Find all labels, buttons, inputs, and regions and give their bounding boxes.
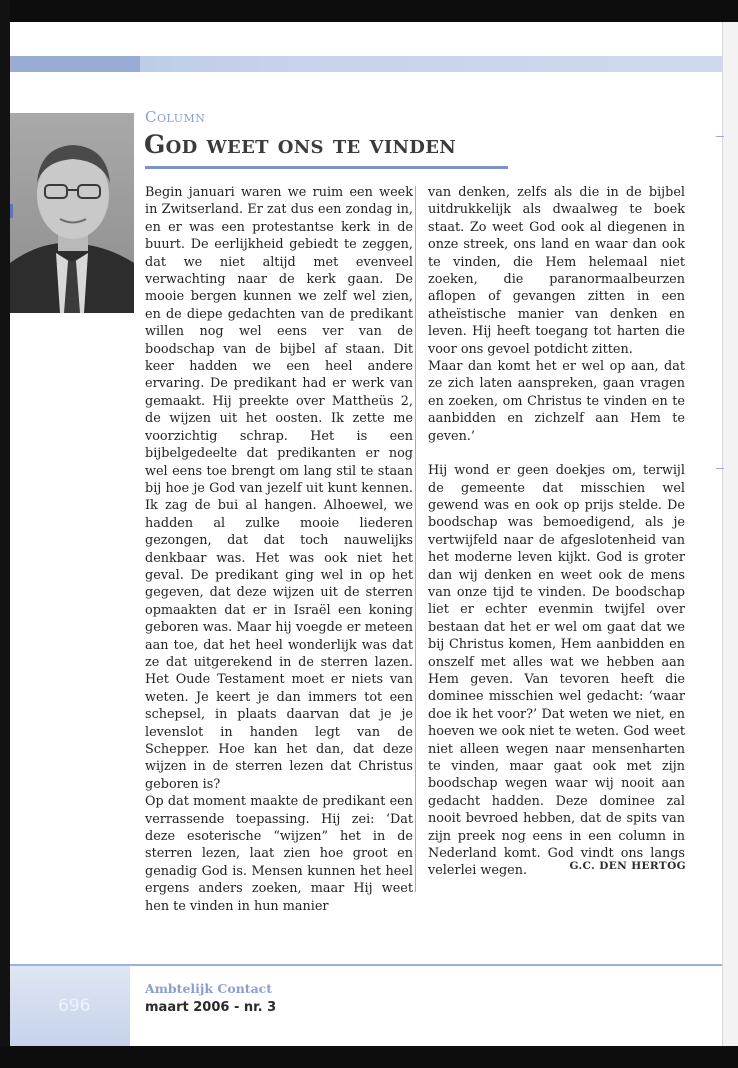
paragraph: Begin januari waren we ruim een week in Zwitserland. Er zat dus een zondag in, en er was een protestantse kerk in de buurt. De eerlijkheid gebiedt te zeggen, dat we niet altijd met evenveel verwachting naar de kerk gaan. De mooie bergen kunnen we zelf wel zien, en de diepe gedachten van de predikant willen nog wel eens ver van de boodschap van de bijbel af staan. Dit keer hadden we een heel andere ervaring. De predikant had er werk van gemaakt. Hij preekte over Mattheüs 2, de wijzen uit het oosten. Ik zette me voorzichtig schrap. Het is een bijbelgedeelte dat predikanten er nog wel eens toe brengt om lang stil te staan bij hoe je God van jezelf uit kunt kennen. Ik zag de bui al hangen. Alhoewel, we hadden al zulke mooie liederen gezongen, dat dat toch nauwelijks denkbaar was. Het was ook niet het geval. De predikant ging wel in op het gegeven, dat deze wijzen uit de sterren opmaakten dat er in Israël een koning geboren was. Maar hij voegde er meteen aan toe, dat het heel wonderlijk was dat ze dat uitgerekend in de sterren lazen. Het Oude Testament moet er niets van weten. Je keert je dan immers tot een schepsel, in plaats daarvan dat je je levenslot in handen legt van de Schepper. Hoe kan het dan, dat deze wijzen in de sterren lezen dat Christus geboren is? bbox=[145, 185, 413, 792]
page-number: 696 bbox=[58, 996, 91, 1016]
column-kicker: Column bbox=[145, 108, 206, 126]
page-right-margin bbox=[722, 22, 738, 1046]
paragraph: van denken, zelfs als die in de bijbel uitdrukkelijk als dwaalweg te boek staat. Zo weet God ook al diegenen in onze streek, ons land en waar dan ook te vinden, die Hem helemaal niet zoeken, die paranormaalbeurzen aflopen of gevangen zitten in een atheïstische manier van denken en leven. Hij heeft toegang tot harten die voor ons gevoel potdicht zitten. bbox=[428, 185, 685, 357]
margin-tick bbox=[716, 136, 724, 137]
paragraph: Maar dan komt het er wel op aan, dat ze zich laten aanspreken, gaan vragen en zoeken, om Christus te vinden en te aanbidden en zichzelf aan Hem te geven.’ bbox=[428, 359, 685, 444]
column-divider bbox=[415, 186, 416, 892]
header-band-accent bbox=[10, 56, 140, 72]
article-title: God weet ons te vinden bbox=[144, 130, 456, 159]
scan-border-bottom bbox=[0, 1046, 738, 1068]
paragraph-spacer bbox=[428, 445, 685, 462]
journal-title: Ambtelijk Contact bbox=[145, 981, 273, 996]
article-column-1 bbox=[145, 184, 413, 915]
paragraph: Hij wond er geen doekjes om, terwijl de gemeente dat misschien wel gewend was en ook op prijs stelde. De boodschap was bemoedigend, als je vertwijfeld naar de afgeslotenheid van het moderne leven kijkt. God is groter dan wij denken en weet ook de mens van onze tijd te vinden. De boodschap liet er echter evenmin twijfel over bestaan dat het er wel om gaat dat we bij Christus komen, Hem aanbidden en onszelf met alles wat we hebben aan Hem geven. Van tevoren heeft die dominee misschien wel gedacht: ‘waar doe ik het voor?’ Dat weten we niet, en hoeven we ook niet te weten. God weet niet alleen wegen naar mensenharten te vinden, maar gaat ook met zijn boodschap wegen waar wij nooit aan gedacht hadden. Deze dominee zal nooit bevroed hebben, dat de spits van zijn preek nog eens in een column in Nederland komt. God vindt ons langs velerlei wegen. bbox=[428, 463, 685, 879]
title-underline bbox=[145, 166, 508, 169]
scan-border-top bbox=[0, 0, 738, 22]
author-photo bbox=[10, 113, 134, 313]
scan-border-left bbox=[0, 0, 10, 1068]
author-signature: G.C. DEN HERTOG bbox=[569, 860, 686, 872]
paragraph: Op dat moment maakte de predikant een verrassende toepassing. Hij zei: ‘Dat deze esoterische “wijzen” het in de sterren lezen, laat zien hoe groot en genadig God is. Mensen kunnen het heel ergens anders zoeken, maar Hij weet hen te vinden in hun manier bbox=[145, 794, 413, 914]
issue-label: maart 2006 - nr. 3 bbox=[145, 1000, 277, 1015]
article-column-2 bbox=[428, 184, 685, 880]
margin-tick bbox=[716, 468, 724, 469]
left-margin-marker bbox=[10, 204, 13, 218]
